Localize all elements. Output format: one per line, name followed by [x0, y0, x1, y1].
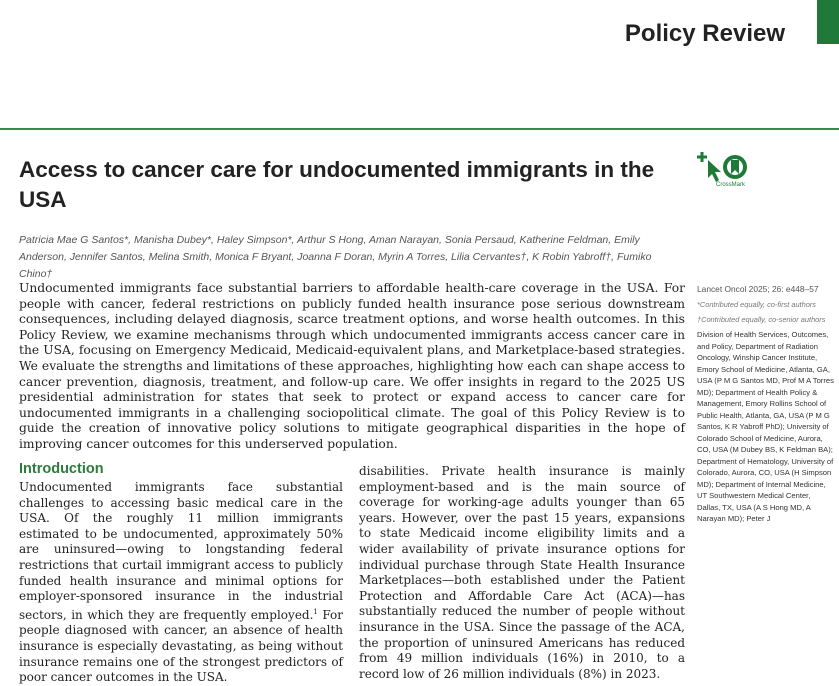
footnote-equal-contribution: *Contributed equally, co-first authors: [697, 300, 816, 309]
crossmark-label: CrossMark: [716, 182, 746, 188]
author-list: Patricia Mae G Santos*, Manisha Dubey*, Haley Simpson*, Arthur S Hong, Aman Narayan, Sonia Persaud, Katherine Feldman, Emily Anderson, Jennifer Santos, Melina Smith, Monica F Bryant, Joanna F Doran, Myrin A Torres, Lilia Cervantes†, K Robin Yabroff†, Fumiko Chino†: [19, 234, 652, 280]
section-label: Policy Review: [624, 20, 785, 47]
journal-color-tab: [817, 0, 839, 44]
crossmark-badge[interactable]: [696, 148, 760, 194]
article-sidebar: [697, 284, 835, 525]
article-title: Access to cancer care for undocumented immigrants in the USA: [19, 157, 655, 212]
body-column-right: disabilities. Private health insurance is mainly employment-based and is the main source of coverage for working-age adults younger than 65 years. However, over the past 15 years, expansions to state Medicaid income eligibility limits and a wider availability of private insurance options for individual purchase through State Health Insurance Marketplaces—both established under the Patient Protection and Affordable Care Act (ACA)—has substantially reduced the number of people without insurance in the USA. Since the passage of the ACA, the proportion of uninsured Americans has reduced from 49 million individuals (16%) in 2010, to a record low of 26 million individuals (8%) in 2023.: [359, 464, 685, 681]
header-rule: [0, 128, 839, 130]
body-text: For people diagnosed with cancer, an absence of health insurance is especially devastating, as being without insurance remains one of the strongest predictors of poor cancer outcomes in the USA.: [19, 607, 343, 685]
reference-link[interactable]: 1: [313, 607, 318, 616]
citation[interactable]: Lancet Oncol 2025; 26: e448–57: [697, 284, 819, 294]
footnote-senior-authors: †Contributed equally, co-senior authors: [697, 314, 826, 324]
abstract-text: Undocumented immigrants face substantial barriers to affordable health-care coverage in the USA. For people with cancer, federal restrictions on publicly funded health insurance pose serious downstream consequences, including delayed diagnosis, scarce treatment options, and worse health outcomes. In this Policy Review, we examine mechanisms through which undocumented immigrants access cancer care in the USA, focusing on Emergency Medicaid, Medicaid-equivalent plans, and Marketplace-based strategies. We evaluate the strengths and limitations of these approaches, highlighting how each can shape access to cancer prevention, diagnosis, treatment, and follow-up care. We offer insights in regard to the 2025 US presidential administration for states that seek to protect or expand access to cancer care for undocumented immigrants in a challenging sociopolitical climate. The goal of this Policy Review is to guide the creation of innovative policy solutions to mitigate geographical disparities in the hope of improving cancer outcomes for this underserved population.: [19, 281, 685, 451]
crossmark-icon: [696, 148, 760, 184]
body-text: Undocumented immigrants face substantial challenges to accessing basic medical care in the USA. Of the roughly 11 million immigrants estimated to be undocumented, approximately 50% are uninsured—owing to longstanding federal restrictions that curtail immigrant access to publicly funded health insurance and minimal options for employer-sponsored insurance in the industrial sectors, in which they are frequently employed.: [19, 480, 343, 622]
body-column-left: [19, 480, 343, 686]
section-heading-introduction: Introduction: [19, 461, 104, 477]
author-affiliations: Division of Health Services, Outcomes, and Policy, Department of Radiation Oncology, Winship Cancer Institute, Emory School of Medicine, Atlanta, GA, USA (P M G Santos MD, Prof M A Torres MD); Department of Health Policy & Management, Emory Rollins School of Public Health, Atlanta, GA, USA (P M G Santos, K R Yabroff PhD); University of Colorado School of Medicine, Aurora, CO, USA (M Dubey BS, K Feldman BA); Department of Hematology, University of Colorado, Aurora, CO, USA (H Simpson MD); Department of Internal Medicine, UT Southwestern Medical Center, Dallas, TX, USA (A S Hong MD, A Narayan MD); Peter J: [697, 330, 834, 523]
